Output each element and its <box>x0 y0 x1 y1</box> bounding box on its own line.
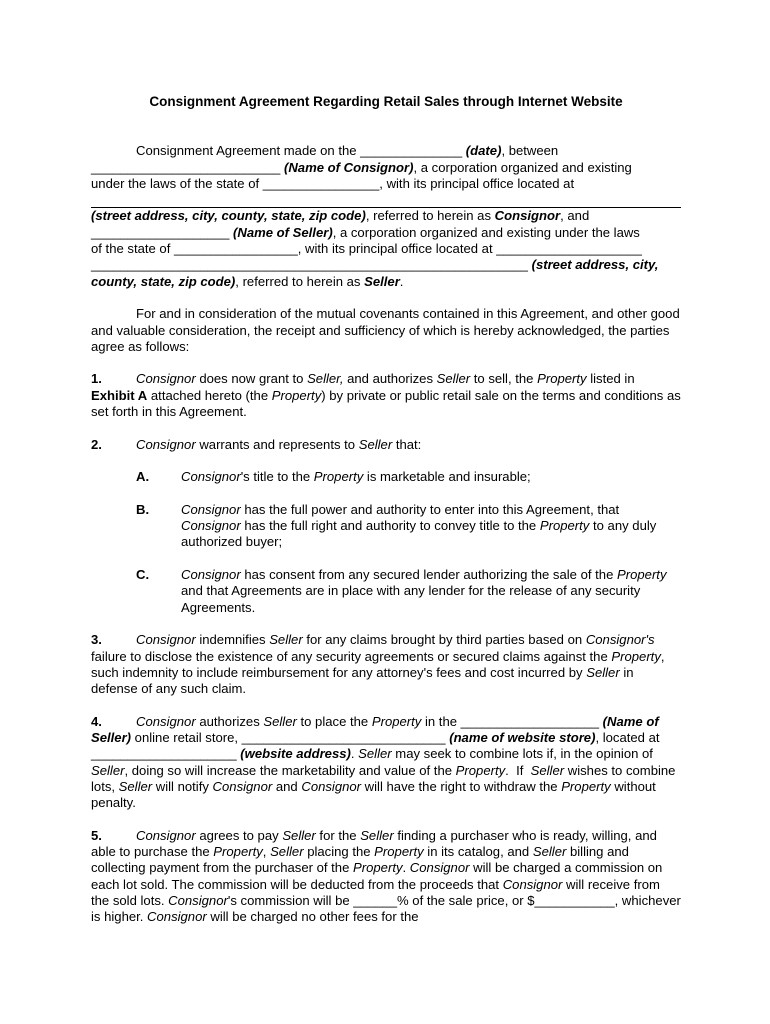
section-5: 5. Consignor agrees to pay Seller for the Seller finding a purchaser who is ready, willing, and able to purchase the Property, Seller placing the Property in its catalog, and Seller billing and collecting payment from the purchaser of the Property. Consignor will be charged a commission on each lot sold. The commission will be deducted from the proceeds that Consignor will receive from the sold lots. Consignor's commission will be ______% of the sale price, or $___________, whichever is higher. Consignor will be charged no other fees for the <box>91 827 681 925</box>
document-page <box>91 94 681 926</box>
section-2-item-c: C. Consignor has consent from any secured lender authorizing the sale of the Property and that Agreements are in place with any lender for the release of any security Agreements. <box>136 567 667 615</box>
consideration-paragraph: For and in consideration of the mutual covenants contained in this Agreement, and other good and valuable consideration, the receipt and sufficiency of which is hereby acknowledged, the parties agree as follows: <box>91 306 680 354</box>
section-3: 3. Consignor indemnifies Seller for any claims brought by third parties based on Consignor's failure to disclose the existence of any security agreements or secured claims against the Property, such indemnity to include reimbursement for any attorney's fees and cost incurred by Seller in defense of any such claim. <box>91 632 665 697</box>
section-1: 1. Consignor does now grant to Seller, and authorizes Seller to sell, the Property listed in Exhibit A attached hereto (the Property) by private or public retail sale on the terms and conditions as set forth in this Agreement. <box>91 371 681 420</box>
intro-paragraph: Consignment Agreement made on the ______________ (date), between __________________________ (Name of Consignor), a corporation organized and existing under the laws of the state of ________________, with its principal office located at (street address, city, county, state, zip code), referred to herein as Consignor, and ___________________ (Name of Seller), a corporation organized and existing under the laws of the state of _________________, with its principal office located at ____________________ ____________________________________________________________ (street address, city, county, state, zip code), referred to herein as Seller. <box>91 143 681 290</box>
section-2-item-b: B. Consignor has the full power and authority to enter into this Agreement, that Consignor has the full right and authority to convey title to the Property to any duly authorized buyer; <box>136 501 657 550</box>
section-2: 2. Consignor warrants and represents to Seller that: <box>91 436 422 452</box>
section-2-item-a: A. Consignor's title to the Property is marketable and insurable; <box>136 469 531 485</box>
section-4: 4. Consignor authorizes Seller to place the Property in the ___________________ (Name of Seller) online retail store, ____________________________ (name of website store), located at ____________________ (website address). Seller may seek to combine lots if, in the opinion of Seller, doing so will increase the marketability and value of the Property. If Seller wishes to combine lots, Seller will notify Consignor and Consignor will have the right to withdraw the Property without penalty. <box>91 713 676 811</box>
address-blank-line <box>91 192 681 208</box>
document-title: Consignment Agreement Regarding Retail Sales through Internet Website <box>149 94 623 109</box>
